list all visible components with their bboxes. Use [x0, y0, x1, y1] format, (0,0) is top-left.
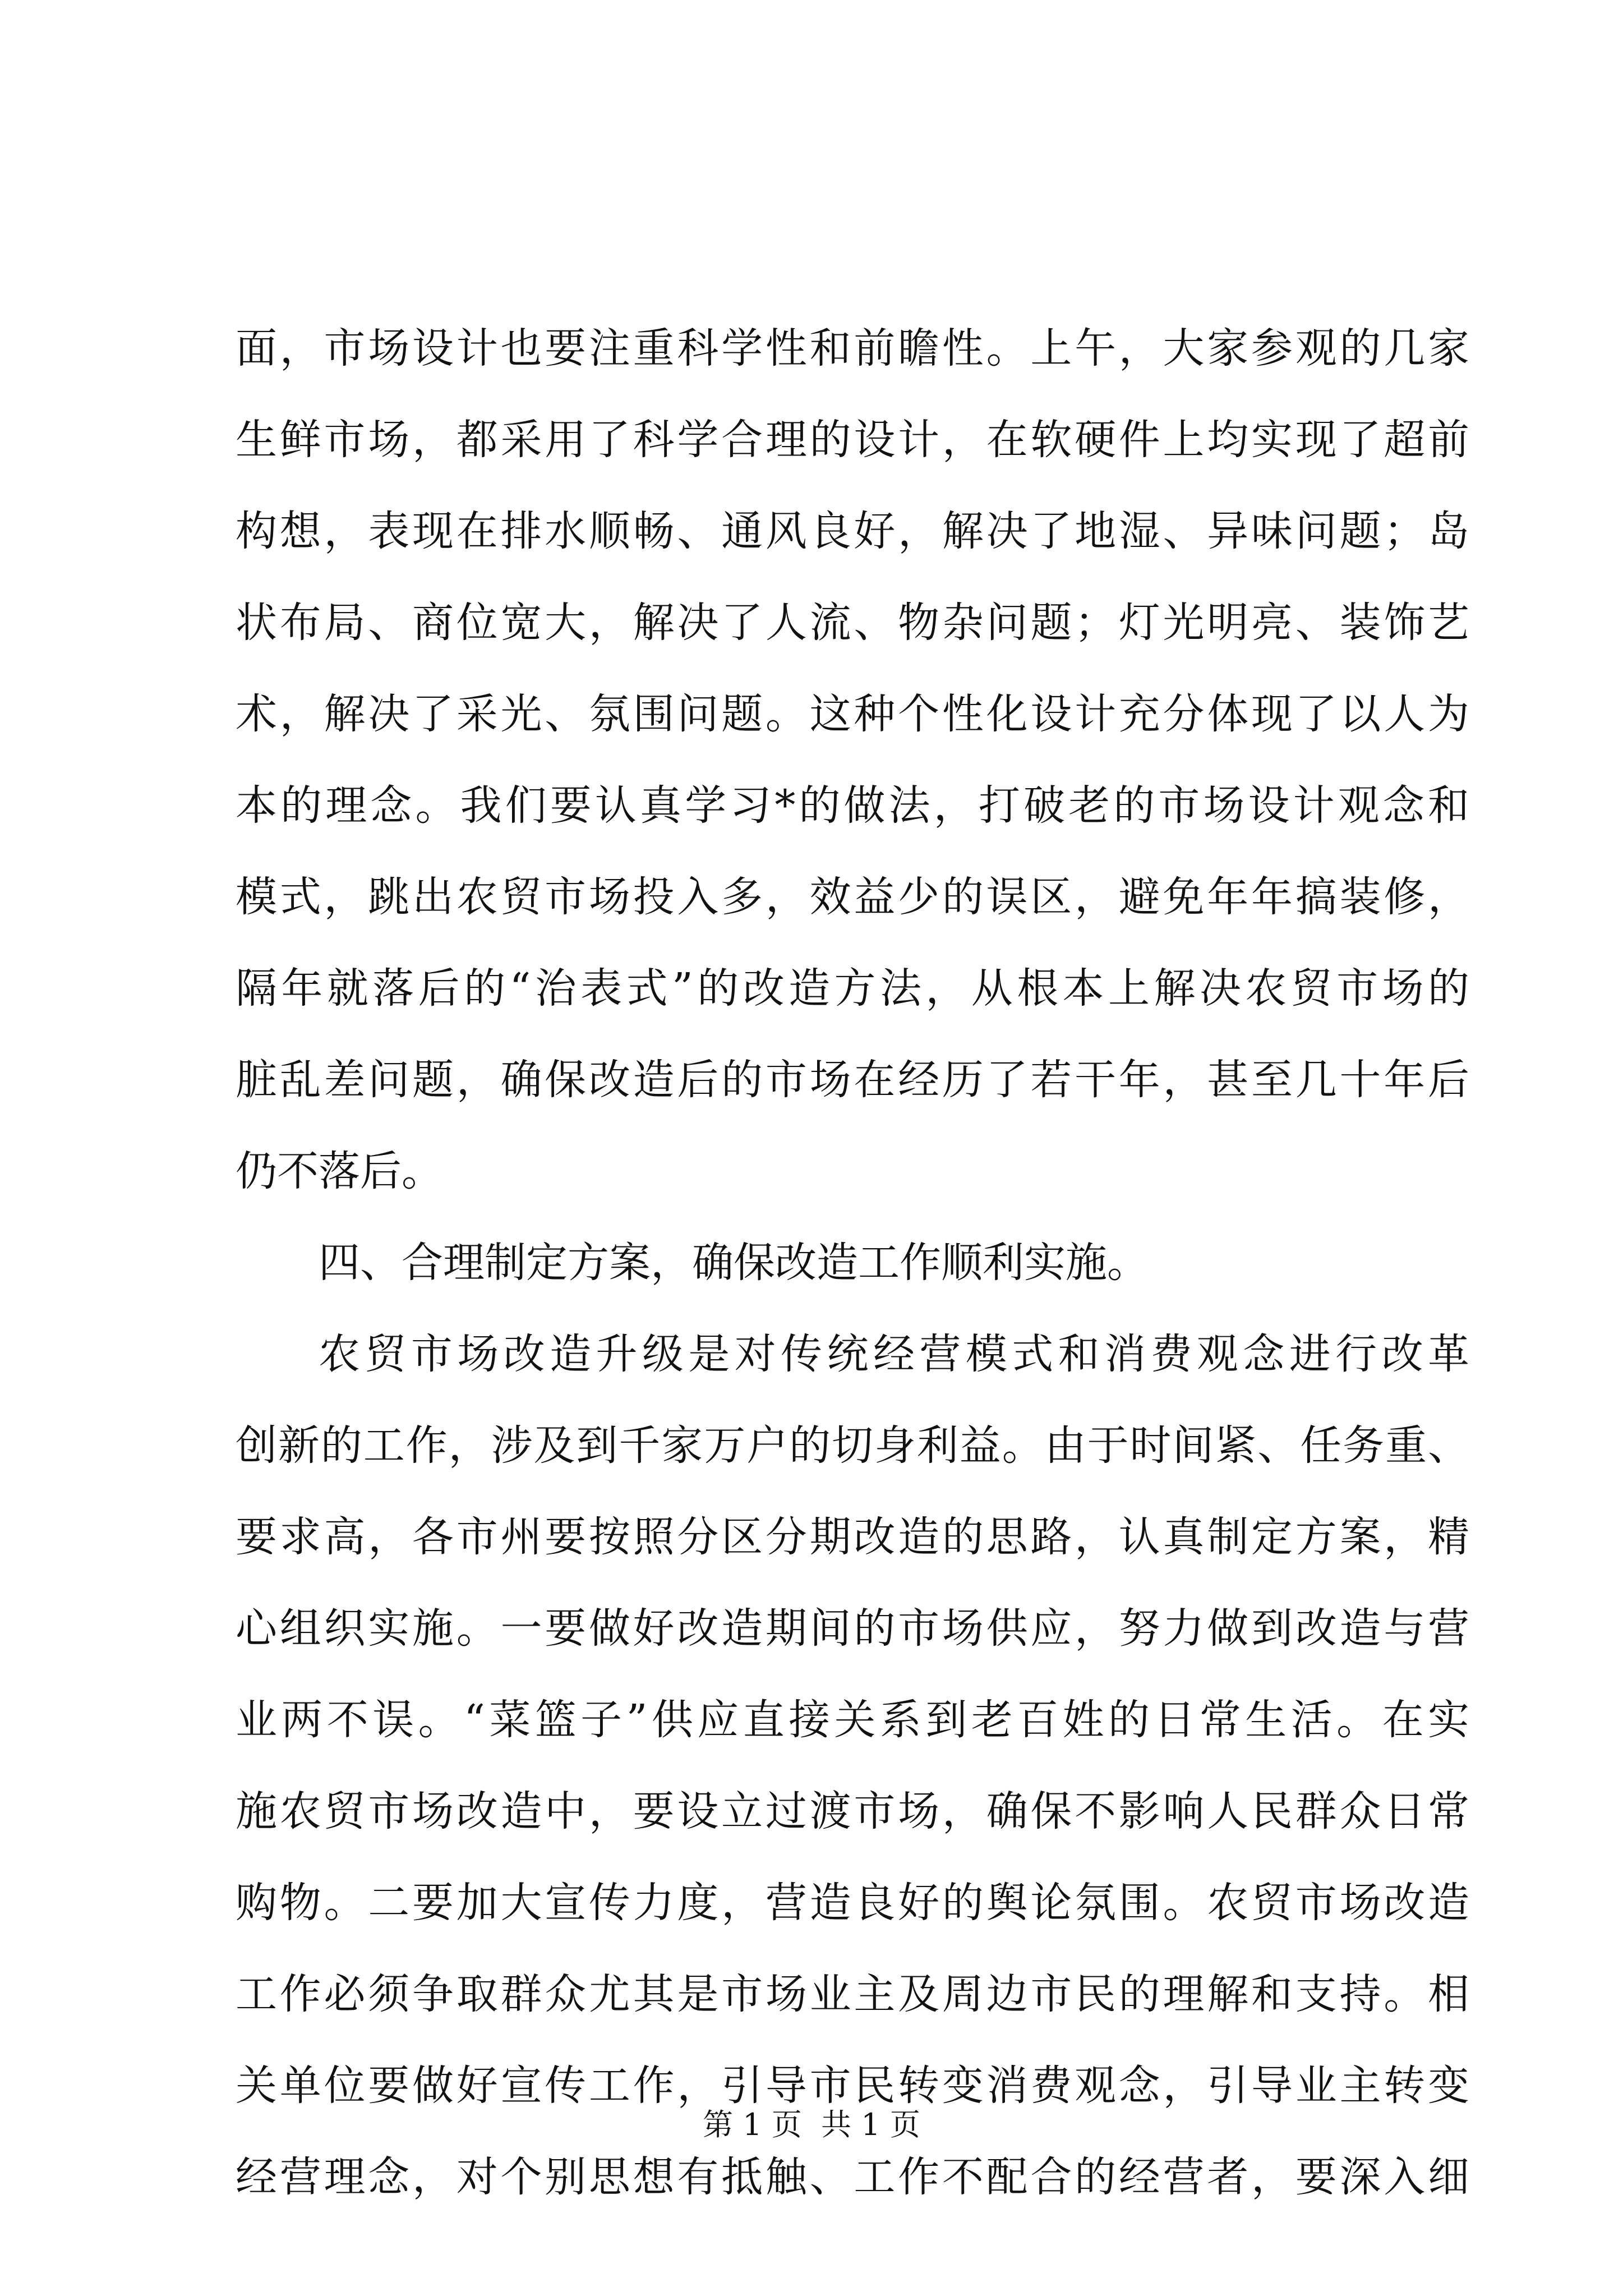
- text-line: 本的理念。我们要认真学习*的做法，打破老的市场设计观念和: [236, 781, 1469, 830]
- text-line: 模式，跳出农贸市场投入多，效益少的误区，避免年年搞装修，: [236, 873, 1469, 921]
- text-line: 面，市场设计也要注重科学性和前瞻性。上午，大家参观的几家: [236, 324, 1469, 372]
- text-line: 经营理念，对个别思想有抵触、工作不配合的经营者，要深入细: [236, 2153, 1469, 2201]
- page-number-label: 第 1 页 共 1 页: [703, 2107, 920, 2142]
- text-line: 隔年就落后的“治表式”的改造方法，从根本上解决农贸市场的: [236, 964, 1469, 1013]
- text-line: 农贸市场改造升级是对传统经营模式和消费观念进行改革: [319, 1330, 1469, 1378]
- text-line: 术，解决了采光、氛围问题。这种个性化设计充分体现了以人为: [236, 690, 1469, 738]
- text-line: 施农贸市场改造中，要设立过渡市场，确保不影响人民群众日常: [236, 1787, 1469, 1835]
- text-line: 购物。二要加大宣传力度，营造良好的舆论氛围。农贸市场改造: [236, 1879, 1469, 1927]
- text-line: 心组织实施。一要做好改造期间的市场供应，努力做到改造与营: [236, 1604, 1469, 1653]
- text-line: 仍不落后。: [236, 1147, 443, 1195]
- page-footer: [0, 2102, 1623, 2147]
- text-line: 创新的工作，涉及到千家万户的切身利益。由于时间紧、任务重、: [236, 1421, 1469, 1470]
- text-line: 状布局、商位宽大，解决了人流、物杂问题；灯光明亮、装饰艺: [236, 599, 1469, 647]
- text-line: 构想，表现在排水顺畅、通风良好，解决了地湿、异味问题；岛: [236, 507, 1469, 555]
- text-line: 要求高，各市州要按照分区分期改造的思路，认真制定方案，精: [236, 1513, 1469, 1561]
- document-body: [236, 303, 1469, 2223]
- text-line: 关单位要做好宣传工作，引导市民转变消费观念，引导业主转变: [236, 2062, 1469, 2110]
- text-line: 脏乱差问题，确保改造后的市场在经历了若干年，甚至几十年后: [236, 1056, 1469, 1104]
- text-line: 工作必须争取群众尤其是市场业主及周边市民的理解和支持。相: [236, 1970, 1469, 2018]
- text-line: 生鲜市场，都采用了科学合理的设计，在软硬件上均实现了超前: [236, 416, 1469, 464]
- text-line: 四、合理制定方案，确保改造工作顺利实施。: [319, 1239, 1149, 1287]
- text-line: 业两不误。“菜篮子”供应直接关系到老百姓的日常生活。在实: [236, 1696, 1469, 1744]
